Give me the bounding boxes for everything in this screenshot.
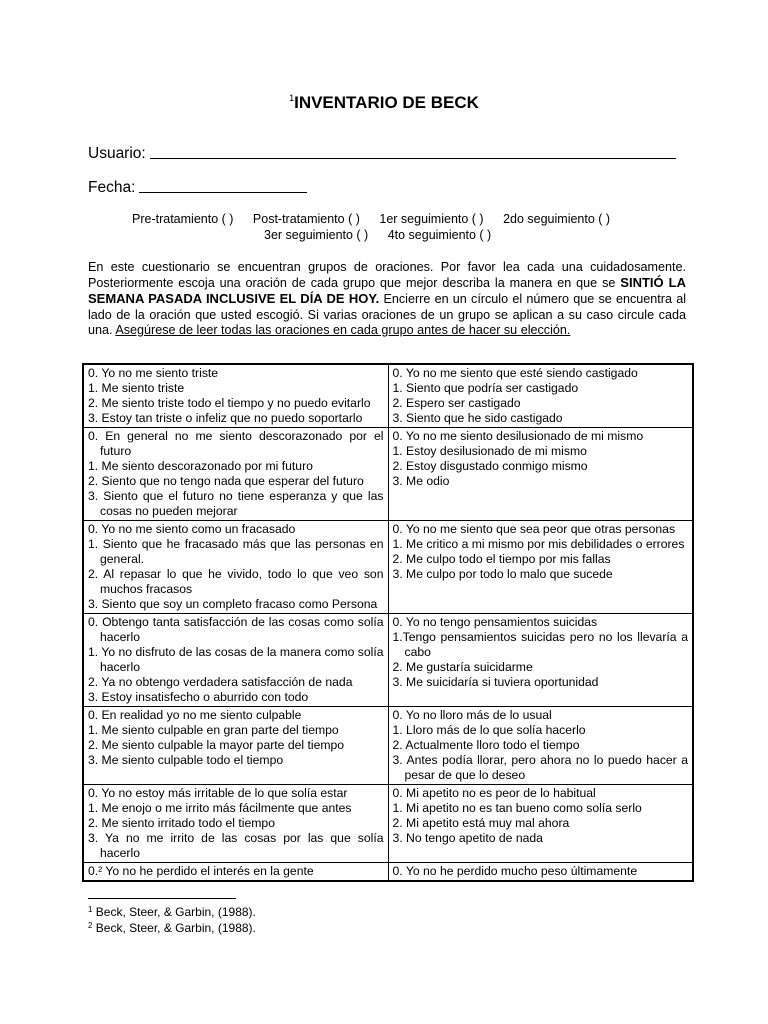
response-option: 2. Ya no obtengo verdadera satisfacción de nada — [88, 675, 353, 689]
response-option: 3. No tengo apetito de nada — [392, 831, 543, 845]
item-group-row — [83, 707, 693, 785]
item-group-right — [388, 364, 693, 428]
response-option: 0. Yo no me siento que sea peor que otras personas — [392, 522, 676, 536]
item-group-row — [83, 614, 693, 707]
footnote-mark-1: 1 — [88, 905, 93, 914]
response-option: 1. Me critico a mi mismo por mis debilidades o errores — [392, 537, 685, 551]
response-option: 0. Mi apetito no es peor de lo habitual — [392, 786, 596, 800]
footnote-1 — [88, 903, 256, 919]
response-option: 3. Ya no me irrito de las cosas por las que solía hacerlo — [88, 831, 384, 860]
response-option: 3. Siento que soy un completo fracaso como Persona — [88, 597, 378, 611]
response-option: 2. Siento que no tengo nada que esperar del futuro — [88, 474, 364, 488]
response-option: 2. Me culpo todo el tiempo por mis fallas — [392, 552, 611, 566]
response-option: 2. Me gustaría suicidarme — [392, 660, 533, 674]
beck-items-table — [82, 363, 694, 882]
response-option: 2. Me siento culpable la mayor parte del tiempo — [88, 738, 345, 752]
item-group-left — [83, 521, 388, 614]
response-option: 1. Yo no disfruto de las cosas de la manera como solía hacerlo — [88, 645, 384, 674]
stage-option: 1er seguimiento ( ) — [379, 212, 484, 226]
footnote-separator — [88, 898, 236, 899]
stage-option: 2do seguimiento ( ) — [503, 212, 611, 226]
item-group-right — [388, 785, 693, 863]
item-group-row — [83, 863, 693, 882]
response-option: 2. Espero ser castigado — [392, 396, 521, 410]
response-option: 1. Mi apetito no es tan bueno como solía serlo — [392, 801, 642, 815]
response-option: 1.Tengo pensamientos suicidas pero no los llevaría a cabo — [392, 630, 688, 659]
response-option: 1. Me siento triste — [88, 381, 185, 395]
response-option: 0.² Yo no he perdido el interés en la gente — [88, 864, 314, 878]
stage-option: Pre-tratamiento ( ) — [132, 212, 234, 226]
title-footnote-mark: 1 — [289, 93, 295, 103]
treatment-stages-row-2 — [264, 228, 507, 242]
response-option: 0. Yo no me siento como un fracasado — [88, 522, 296, 536]
response-option: 2. Estoy disgustado conmigo mismo — [392, 459, 588, 473]
response-option: 2. Me siento irritado todo el tiempo — [88, 816, 275, 830]
response-option: 0. En realidad yo no me siento culpable — [88, 708, 302, 722]
stage-option: 3er seguimiento ( ) — [264, 228, 369, 242]
item-group-row — [83, 428, 693, 521]
date-label: Fecha: — [88, 179, 136, 196]
footnote-text-2: Beck, Steer, & Garbin, (1988). — [95, 921, 256, 935]
item-group-right — [388, 521, 693, 614]
item-group-row — [83, 364, 693, 428]
response-option: 2. Actualmente lloro todo el tiempo — [392, 738, 580, 752]
user-label: Usuario: — [88, 145, 146, 162]
response-option: 3. Estoy insatisfecho o aburrido con todo — [88, 690, 309, 704]
user-field — [88, 143, 676, 163]
response-option: 3. Me culpo por todo lo malo que sucede — [392, 567, 613, 581]
response-option: 0. Yo no tengo pensamientos suicidas — [392, 615, 598, 629]
date-blank-line — [139, 177, 307, 193]
response-option: 1. Me siento culpable en gran parte del tiempo — [88, 723, 339, 737]
response-option: 3. Siento que el futuro no tiene esperanza y que las cosas no pueden mejorar — [88, 489, 384, 518]
response-option: 1. Siento que podría ser castigado — [392, 381, 579, 395]
item-group-left — [83, 785, 388, 863]
response-option: 0. Yo no me siento desilusionado de mi mismo — [392, 429, 644, 443]
stage-option: Post-tratamiento ( ) — [252, 212, 360, 226]
footnote-text-1: Beck, Steer, & Garbin, (1988). — [95, 905, 256, 919]
beck-items-body — [83, 364, 693, 881]
item-group-right — [388, 614, 693, 707]
response-option: 0. En general no me siento descorazonado por el futuro — [88, 429, 384, 458]
instructions-text: En este cuestionario se encuentran grupos de oraciones. Por favor lea cada una cuidadosamente. Posteriormente escoja una oración de cada grupo que mejor describa la manera en que se — [88, 260, 686, 291]
item-group-row — [83, 521, 693, 614]
item-group-left — [83, 614, 388, 707]
response-option: 2. Al repasar lo que he vivido, todo lo que veo son muchos fracasos — [88, 567, 384, 596]
instructions-emphasis: SINTIÓ LA SEMANA PASADA INCLUSIVE EL DÍA DE HOY. — [88, 275, 686, 307]
document-title — [0, 93, 768, 113]
response-option: 3. Antes podía llorar, pero ahora no lo puedo hacer a pesar de que lo deseo — [392, 753, 688, 782]
response-option: 3. Siento que he sido castigado — [392, 411, 563, 425]
response-option: 0. Obtengo tanta satisfacción de las cosas como solía hacerlo — [88, 615, 384, 644]
instructions-text-continued: Encierre en un círculo el número que se encuentra al lado de la oración que usted escogió. Si varias oraciones de un grupo se aplican a su caso circule cada una. — [88, 292, 686, 337]
item-group-row — [83, 785, 693, 863]
response-option: 0. Yo no estoy más irritable de lo que solía estar — [88, 786, 348, 800]
stage-option: 4to seguimiento ( ) — [387, 228, 492, 242]
item-group-right — [388, 707, 693, 785]
item-group-left — [83, 707, 388, 785]
response-option: 1. Siento que he fracasado más que las personas en general. — [88, 537, 384, 566]
footnotes — [88, 903, 256, 935]
response-option: 3. Me suicidaría si tuviera oportunidad — [392, 675, 599, 689]
item-group-right — [388, 863, 693, 882]
item-group-left — [83, 364, 388, 428]
response-option: 0. Yo no me siento triste — [88, 366, 219, 380]
response-option: 3. Estoy tan triste o infeliz que no puedo soportarlo — [88, 411, 363, 425]
treatment-stages-row-1 — [132, 212, 626, 226]
item-group-left — [83, 863, 388, 882]
date-field — [88, 177, 307, 197]
response-option: 2. Me siento triste todo el tiempo y no puedo evitarlo — [88, 396, 371, 410]
response-option: 1. Estoy desilusionado de mi mismo — [392, 444, 587, 458]
instructions-paragraph — [88, 260, 686, 338]
response-option: 2. Mi apetito está muy mal ahora — [392, 816, 570, 830]
response-option: 3. Me siento culpable todo el tiempo — [88, 753, 284, 767]
response-option: 3. Me odio — [392, 474, 450, 488]
response-option: 1. Lloro más de lo que solía hacerlo — [392, 723, 586, 737]
response-option: 0. Yo no lloro más de lo usual — [392, 708, 552, 722]
item-group-left — [83, 428, 388, 521]
footnote-2 — [88, 919, 256, 935]
response-option: 0. Yo no me siento que esté siendo castigado — [392, 366, 638, 380]
instructions-underlined-note: Asegúrese de leer todas las oraciones en cada grupo antes de hacer su elección. — [115, 322, 571, 337]
footnote-mark-2: 2 — [88, 921, 93, 930]
response-option: 1. Me siento descorazonado por mi futuro — [88, 459, 313, 473]
user-blank-line — [150, 143, 676, 159]
response-option: 1. Me enojo o me irrito más fácilmente que antes — [88, 801, 352, 815]
item-group-right — [388, 428, 693, 521]
response-option: 0. Yo no he perdido mucho peso últimamente — [392, 864, 638, 878]
title-text: INVENTARIO DE BECK — [294, 93, 479, 112]
